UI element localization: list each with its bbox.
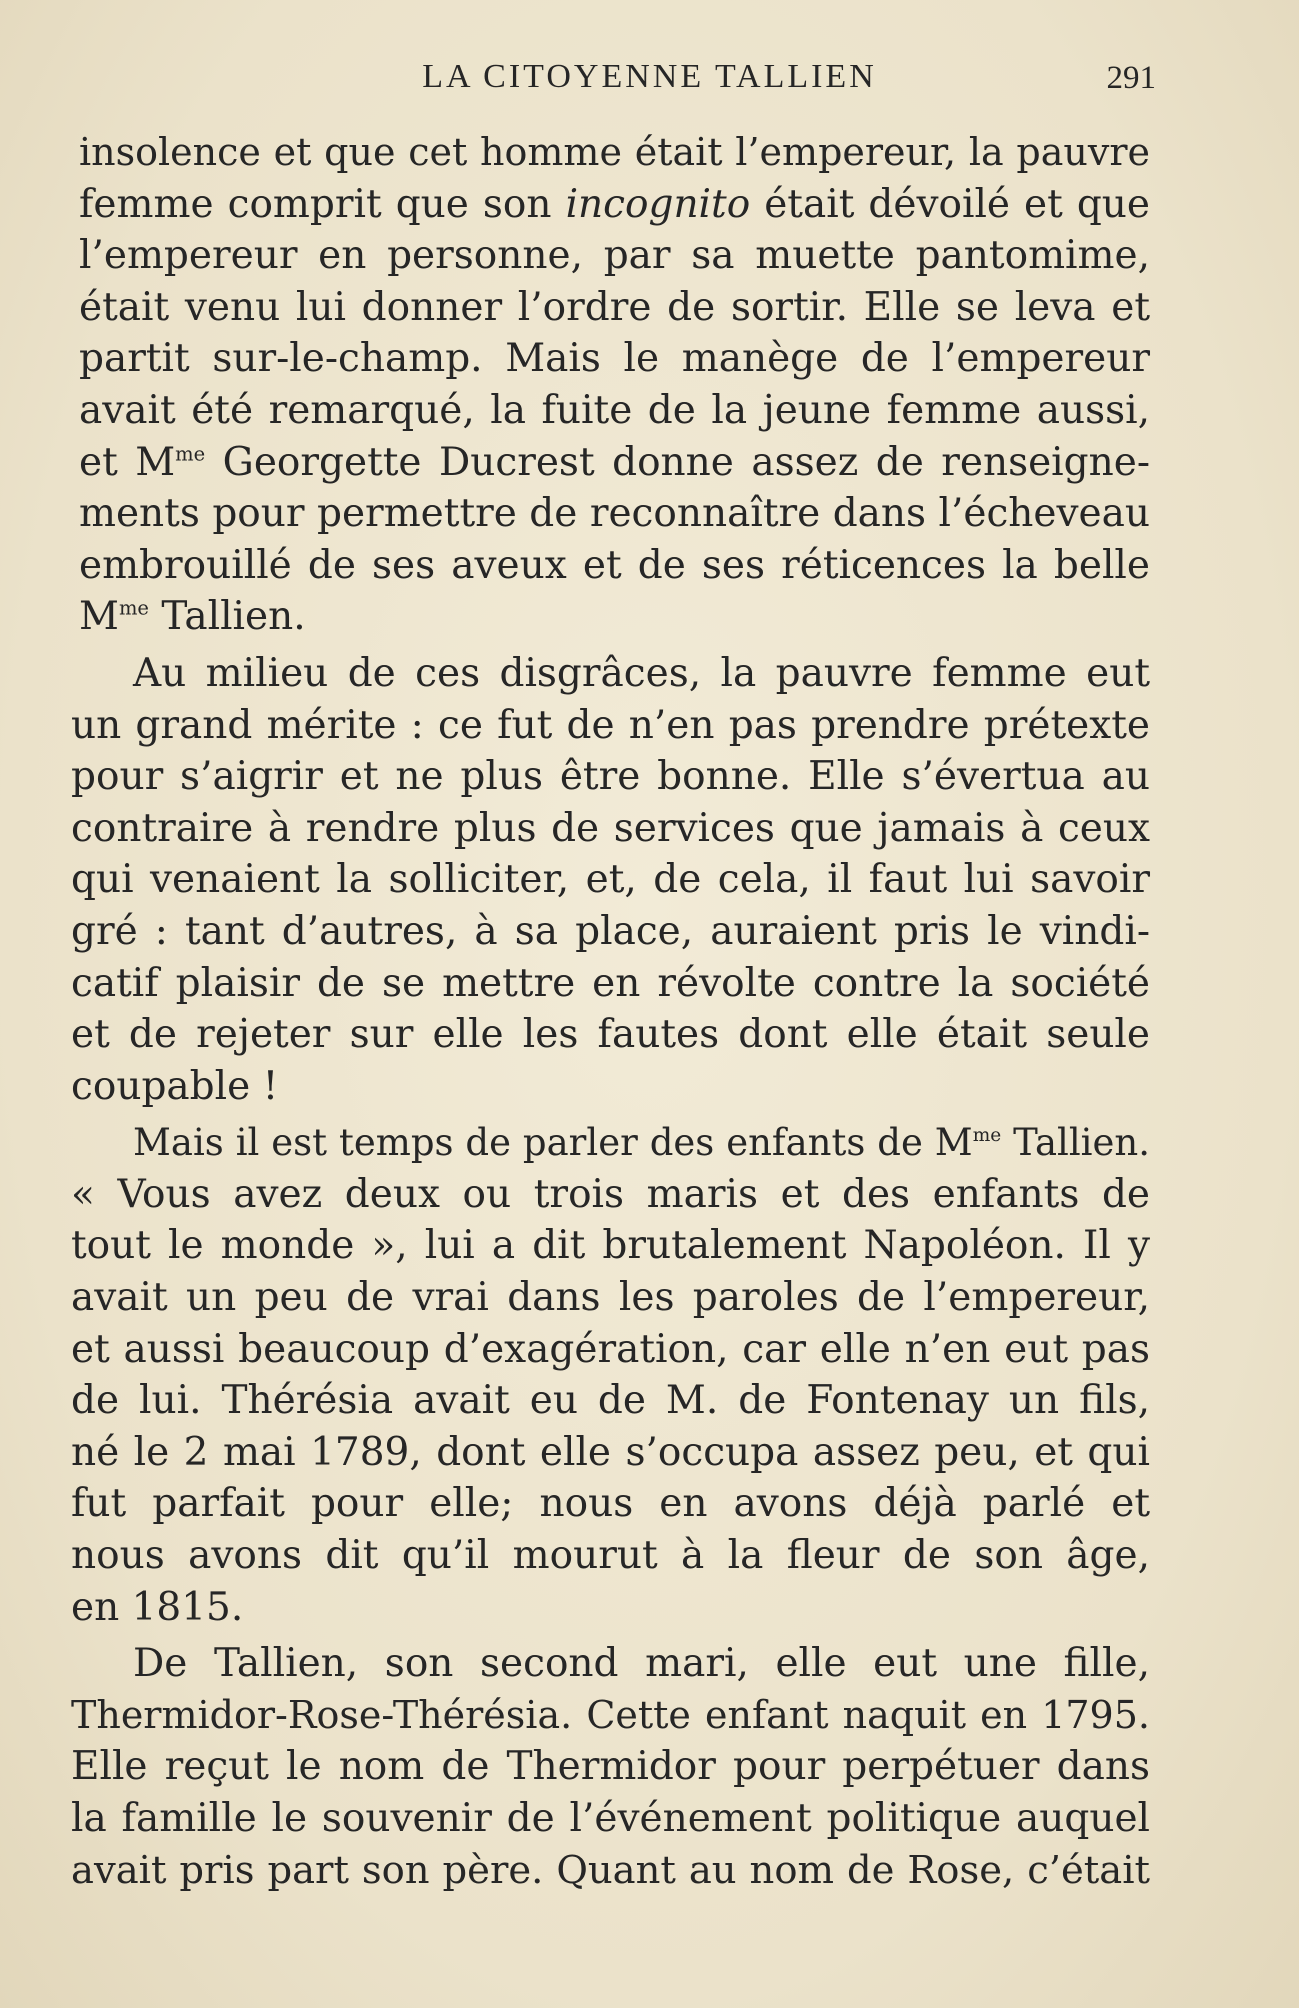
text-line: né le 2 mai 1789, dont elle s’occupa assez peu, et qui	[71, 1429, 1150, 1475]
running-header	[0, 58, 1299, 108]
text-line: femme comprit que son incognito était dévoilé et que	[79, 181, 1150, 227]
text-line: et $M^{me}$ Georgette Ducrest donne assez de renseigne-	[79, 439, 1150, 485]
text-line: contraire à rendre plus de services que jamais à ceux	[71, 805, 1150, 851]
text-line: qui venaient la solliciter, et, de cela, il faut lui savoir	[71, 857, 1150, 903]
running-title: LA CITOYENNE TALLIEN	[422, 58, 877, 95]
text-line: coupable !	[71, 1063, 279, 1109]
superscript: me	[972, 1125, 1002, 1147]
superscript: me	[175, 441, 206, 465]
text-line: la famille le souvenir de l’événement politique auquel	[71, 1796, 1150, 1841]
text-line: Thermidor-Rose-Thérésia. Cette enfant naquit en 1795.	[71, 1692, 1150, 1737]
text-line: en 1815.	[71, 1584, 244, 1630]
text-line: avait été remarqué, la fuite de la jeune femme aussi,	[79, 387, 1150, 433]
text-line: ments pour permettre de reconnaître dans l’écheveau	[79, 491, 1150, 537]
text-line: avait pris part son père. Quant au nom de Rose, c’était	[71, 1847, 1150, 1893]
text-line: et de rejeter sur elle les fautes dont elle était seule	[71, 1012, 1150, 1058]
body-text	[71, 127, 1150, 1896]
text-line: Elle reçut le nom de Thermidor pour perpétuer dans	[71, 1744, 1150, 1790]
text-line: insolence et que cet homme était l’empereur, la pauvre	[79, 130, 1150, 174]
text-line: tout le monde », lui a dit brutalement Napoléon. Il y	[71, 1223, 1150, 1269]
text-line: était venu lui donner l’ordre de sortir. Elle se leva et	[79, 284, 1150, 330]
page-number: 291	[1106, 60, 1156, 96]
text-line: de lui. Thérésia avait eu de M. de Fontenay un fils,	[71, 1378, 1150, 1424]
text-line: et aussi beaucoup d’exagération, car elle n’en eut pas	[71, 1326, 1150, 1372]
text-line: « Vous avez deux ou trois maris et des enfants de	[71, 1171, 1150, 1217]
text-line: un grand mérite : ce fut de n’en pas prendre prétexte	[71, 702, 1150, 748]
text-line: De Tallien, son second mari, elle eut une fille,	[133, 1641, 1150, 1687]
text-line: Mais il est temps de parler des enfants de $M^{me}$ Tallien.	[133, 1121, 1150, 1165]
italic-word: incognito	[565, 181, 751, 227]
text-line: catif plaisir de se mettre en révolte contre la société	[71, 960, 1150, 1006]
paragraph	[71, 1638, 1150, 1896]
text-line: $M^{me}$ Tallien.	[79, 594, 306, 640]
text-line: l’empereur en personne, par sa muette pantomime,	[79, 233, 1150, 279]
text-line: pour s’aigrir et ne plus être bonne. Elle s’évertua au	[71, 754, 1150, 800]
text-line: fut parfait pour elle; nous en avons déjà parlé et	[71, 1481, 1150, 1527]
paragraph	[71, 1117, 1150, 1633]
paragraph	[71, 648, 1150, 1112]
text-line: embrouillé de ses aveux et de ses réticences la belle	[79, 542, 1150, 588]
text-line: avait un peu de vrai dans les paroles de l’empereur,	[71, 1275, 1150, 1321]
superscript: me	[118, 596, 149, 620]
text-line: nous avons dit qu’il mourut à la fleur de son âge,	[71, 1533, 1150, 1579]
text-line: Au milieu de ces disgrâces, la pauvre femme eut	[133, 650, 1150, 696]
text-line: gré : tant d’autres, à sa place, auraient pris le vindi-	[71, 908, 1150, 954]
text-line: partit sur-le-champ. Mais le manège de l’empereur	[79, 336, 1150, 382]
paragraph	[79, 127, 1150, 643]
